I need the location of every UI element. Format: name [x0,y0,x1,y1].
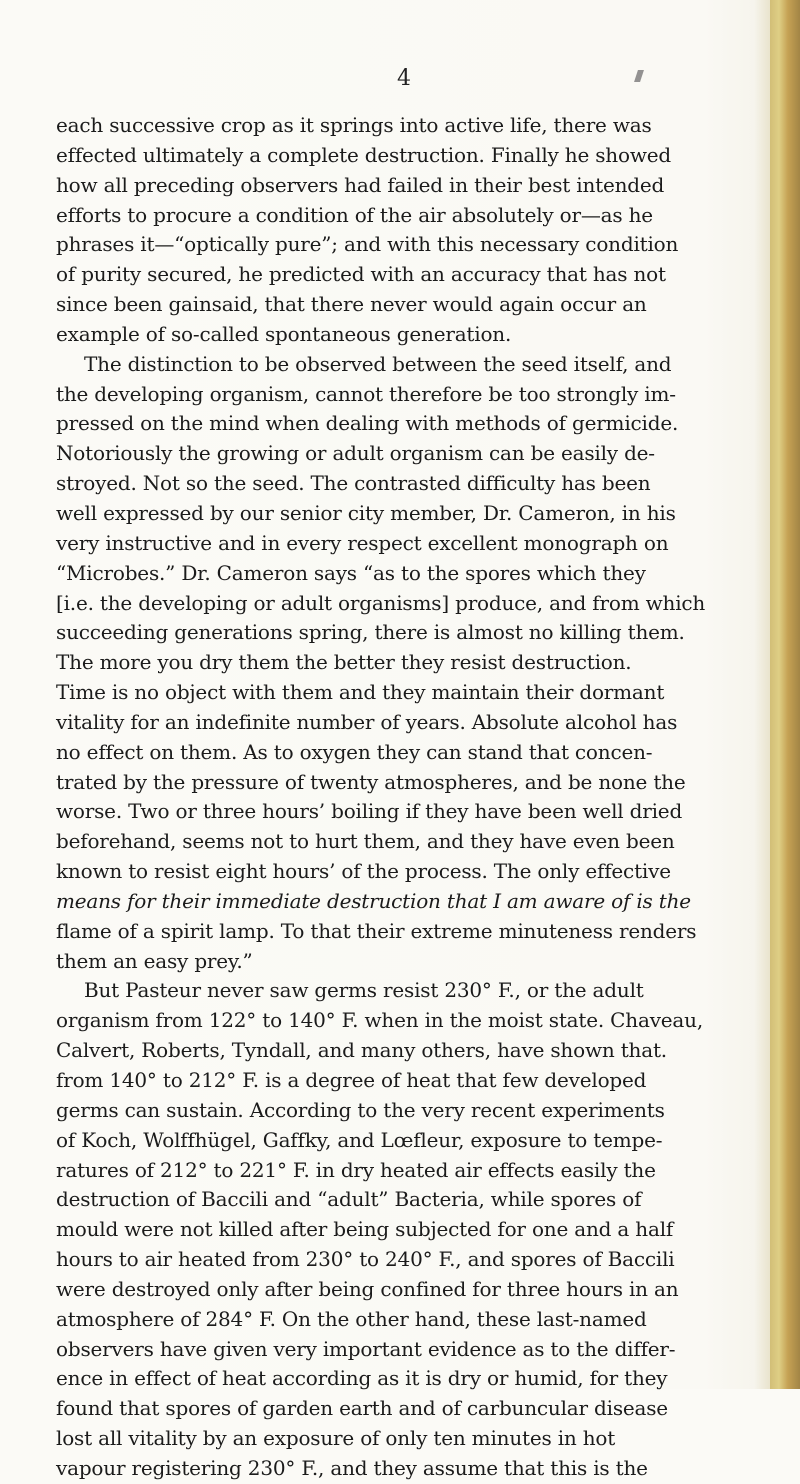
gold-page-edge [770,0,800,1389]
text-line: atmosphere of 284° F. On the other hand, these last-named [56,1306,647,1331]
body-text [56,111,760,1484]
text-line: Time is no object with them and they maintain their dormant [56,680,665,705]
text-line: since been gainsaid, that there never would again occur an [56,292,647,317]
text-line: beforehand, seems not to hurt them, and they have even been [56,829,675,854]
text-line: efforts to procure a condition of the air absolutely or—as he [56,202,653,227]
paragraph-start-line: But Pasteur never saw germs resist 230° F., or the adult [84,978,644,1003]
text-line: [i.e. the developing or adult organisms] produce, and from which [56,590,706,615]
italic-text-line: means for their immediate destruction that I am aware of is the [56,888,691,913]
text-line: no effect on them. As to oxygen they can stand that concen- [56,739,653,764]
text-line: organism from 122° to 140° F. when in the moist state. Chaveau, [56,1008,703,1033]
text-line: very instructive and in every respect excellent monograph on [56,530,669,555]
text-line: lost all vitality by an exposure of only ten minutes in hot [56,1426,616,1451]
text-line: of purity secured, he predicted with an accuracy that has not [56,262,666,287]
text-line: worse. Two or three hours’ boiling if they have been well dried [56,799,683,824]
text-line: The more you dry them the better they resist destruction. [56,650,632,675]
text-line: effected ultimately a complete destruction. Finally he showed [56,142,671,167]
text-line: the developing organism, cannot therefore be too strongly im- [56,381,676,406]
text-line: Notoriously the growing or adult organism can be easily de- [56,441,655,466]
text-line: destruction of Baccili and “adult” Bacteria, while spores of [56,1187,642,1212]
text-line: vitality for an indefinite number of years. Absolute alcohol has [56,709,678,734]
text-line: trated by the pressure of twenty atmospheres, and be none the [56,769,686,794]
text-line: from 140° to 212° F. is a degree of heat that few developed [56,1068,647,1092]
text-line: germs can sustain. According to the very recent experiments [56,1097,665,1122]
text-line: found that spores of garden earth and of carbuncular disease [56,1396,668,1421]
text-line: well expressed by our senior city member, Dr. Cameron, in his [56,500,676,525]
text-line: stroyed. Not so the seed. The contrasted difficulty has been [56,471,651,496]
text-line: “Microbes.” Dr. Cameron says “as to the spores which they [56,560,646,585]
text-line: example of so-called spontaneous generation. [56,321,512,346]
text-line: ence in effect of heat according as it is dry or humid, for they [56,1366,668,1391]
text-line: Calvert, Roberts, Tyndall, and many others, have shown that. [56,1038,667,1063]
text-line: vapour registering 230° F., and they assume that this is the [56,1455,648,1480]
text-line: succeeding generations spring, there is almost no killing them. [56,620,685,645]
text-line: hours to air heated from 230° to 240° F., and spores of Baccili [56,1247,675,1272]
marginal-mark [634,70,644,82]
text-line: known to resist eight hours’ of the process. The only effective [56,859,671,884]
text-line: observers have given very important evidence as to the differ- [56,1336,676,1361]
text-line: them an easy prey.” [56,948,253,973]
text-line: how all preceding observers had failed in their best intended [56,172,665,197]
text-line: flame of a spirit lamp. To that their extreme minuteness renders [56,918,697,943]
text-line: each successive crop as it springs into active life, there was [56,113,652,137]
text-line: of Koch, Wolffhügel, Gaffky, and Lœfleur, exposure to tempe- [56,1127,663,1152]
paragraph-start-line: The distinction to be observed between the seed itself, and [84,351,672,376]
text-line: phrases it—“optically pure”; and with this necessary condition [56,232,679,257]
text-line: pressed on the mind when dealing with methods of germicide. [56,411,679,436]
text-line: ratures of 212° to 221° F. in dry heated air effects easily the [56,1157,656,1182]
page-number: 4 [397,66,411,91]
text-line: mould were not killed after being subjected for one and a half [56,1217,674,1242]
text-line: were destroyed only after being confined for three hours in an [56,1276,679,1301]
